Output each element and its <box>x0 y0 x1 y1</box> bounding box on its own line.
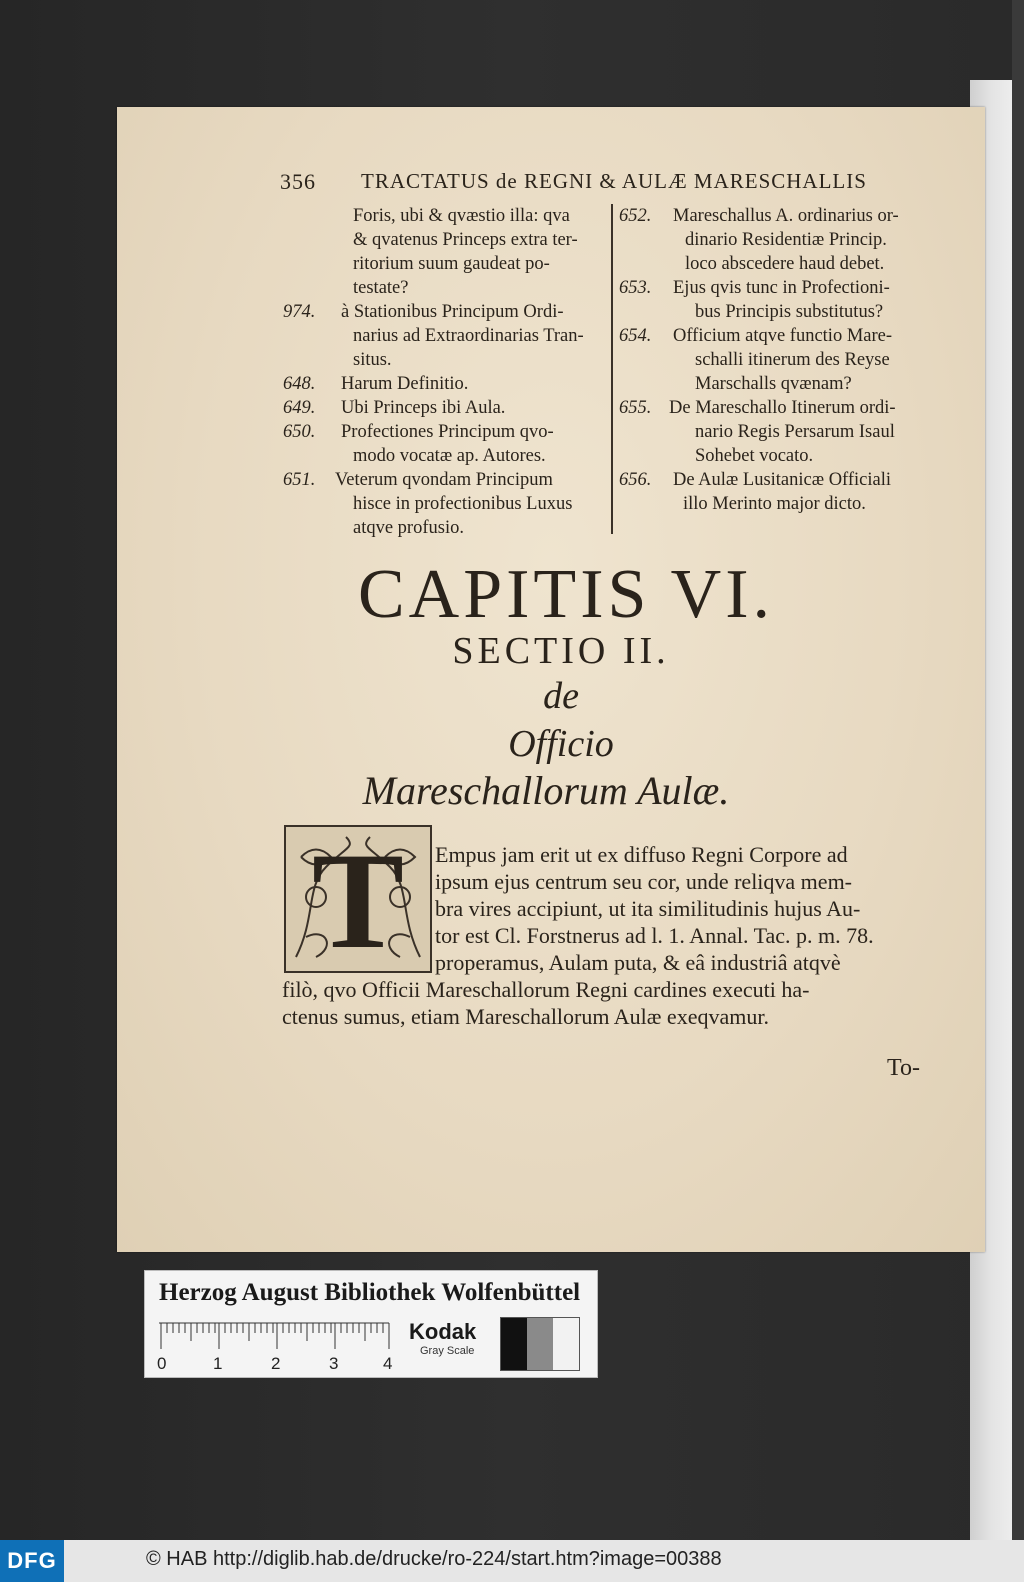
swatch-gray <box>527 1318 553 1370</box>
decorated-initial <box>284 824 432 977</box>
heading-de: de <box>543 675 579 717</box>
body-line: Empus jam erit ut ex diffuso Regni Corpore ad <box>435 842 848 867</box>
ruler-label: 2 <box>271 1354 281 1373</box>
body-line: tor est Cl. Forstnerus ad l. 1. Annal. Tac. p. m. 78. <box>435 923 874 948</box>
heading-officio: Officio <box>508 723 614 765</box>
swatch-white <box>553 1318 579 1370</box>
page-number: 356 <box>280 169 316 194</box>
body-line: properamus, Aulam puta, & eâ industriâ atqvè <box>435 950 841 975</box>
book-page <box>117 107 985 1252</box>
ruler-label: 4 <box>383 1354 393 1373</box>
kodak-subtitle: Gray Scale <box>420 1345 475 1357</box>
catchword: To- <box>887 1055 920 1081</box>
section-heading: SECTIO II. <box>452 630 670 672</box>
scan-border <box>1012 0 1024 1540</box>
color-reference-card <box>144 1270 598 1378</box>
body-line: ipsum ejus centrum seu cor, unde reliqva mem- <box>435 869 853 894</box>
heading-mareschallorum: Mareschallorum Aulæ. <box>362 768 730 813</box>
ruler-label: 0 <box>157 1354 167 1373</box>
library-name: Herzog August Bibliothek Wolfenbüttel <box>159 1279 581 1306</box>
ruler-scale <box>159 1321 399 1373</box>
chapter-heading: CAPITIS VI. <box>357 556 775 633</box>
ruler-label: 1 <box>213 1354 223 1373</box>
running-title: TRACTATUS de REGNI & AULÆ MARESCHALLIS <box>361 169 867 193</box>
body-line: ctenus sumus, etiam Mareschallorum Aulæ exeqvamur. <box>282 1004 769 1029</box>
column-rule <box>611 204 613 534</box>
body-line: filò, qvo Officii Mareschallorum Regni cardines executi ha- <box>282 977 810 1002</box>
chapter-contents: Foris, ubi & qvæstio illa: qva & qvatenus Princeps extra ter- ritorium suum gaudeat po- testate? 974. à Stationibus Principum Ordi- narius ad Extraordinarias Tran- situs. 648. Harum Definitio. 649. Ubi Princeps ibi Aula. 650. Profectiones Principum qvo- modo vocatæ ap. Autores. 651. Veterum qvondam Principum hisce in profectionibus Luxus atqve profusio. 652. Mareschallus A. ordinarius or- dinario Residentiæ Princip. loco abscedere haud debet. 653. Ejus qvis tunc in Profectioni- bus Principis substitutus? 654. Officium atqve functio Mare- schalli itinerum des Reyse Marschalls qvænam? 655. De Mareschallo Itinerum ordi- nario Regis Persarum Isaul Sohebet vocato. 656. De Aulæ Lusitanicæ Officiali illo Merinto major dicto. <box>283 206 899 538</box>
ruler-label: 3 <box>329 1354 339 1373</box>
gray-scale-swatches <box>500 1317 580 1371</box>
body-line: bra vires accipiunt, ut ita similitudinis hujus Au- <box>435 896 861 921</box>
dfg-logo: DFG <box>0 1540 64 1582</box>
swatch-black <box>501 1318 527 1370</box>
copyright-link[interactable]: © HAB http://diglib.hab.de/drucke/ro-224/start.htm?image=00388 <box>146 1548 722 1570</box>
running-head <box>117 169 985 199</box>
kodak-brand: Kodak <box>409 1319 477 1344</box>
footer-bar <box>0 1540 1024 1582</box>
initial-letter: T <box>311 824 405 977</box>
